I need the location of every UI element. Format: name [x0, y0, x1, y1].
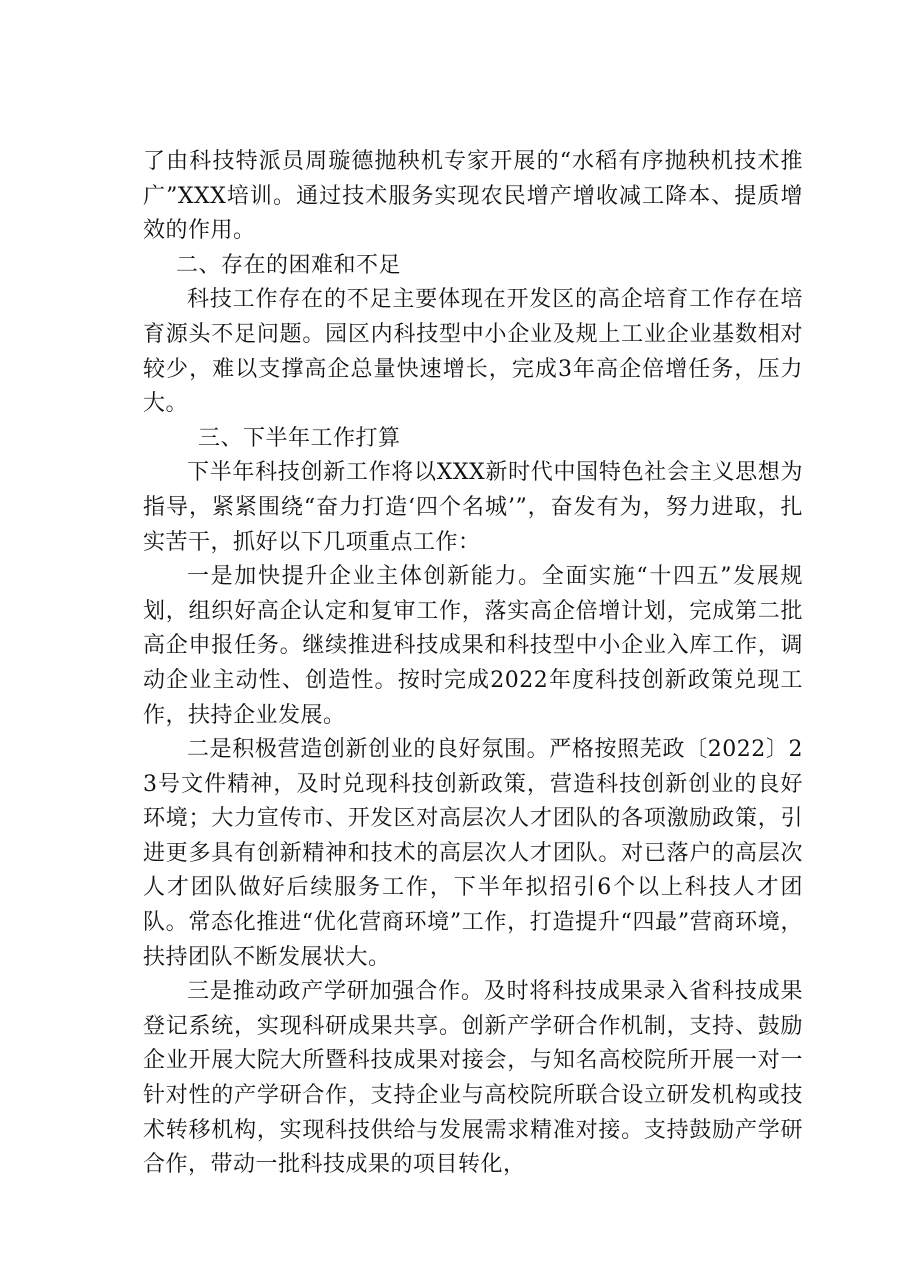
paragraph-plan-intro: 下半年科技创新工作将以XXX新时代中国特色社会主义思想为指导，紧紧围绕“奋力打造‘四个名城’”，奋发有为，努力进取，扎实苦干，抓好以下几项重点工作： [143, 460, 803, 555]
section-heading-plan: 三、下半年工作打算 [198, 425, 401, 451]
section-heading-difficulties: 二、存在的困难和不足 [176, 252, 402, 278]
document-body [143, 145, 803, 1183]
paragraph-continuation: 了由科技特派员周璇德抛秧机专家开展的“水稻有序抛秧机技术推广”XXX培训。通过技术服务实现农民增产增收减工降本、提质增效的作用。 [143, 149, 803, 244]
paragraph-difficulties: 科技工作存在的不足主要体现在开发区的高企培育工作存在培育源头不足问题。园区内科技型中小企业及规上工业企业基数相对较少，难以支撑高企总量快速增长，完成3年高企倍增任务，压力大。 [143, 287, 803, 417]
paragraph-item-two: 二是积极营造创新创业的良好氛围。严格按照芜政〔2022〕23号文件精神，及时兑现科技创新政策，营造科技创新创业的良好环境；大力宣传市、开发区对高层次人才团队的各项激励政策，引进更多具有创新精神和技术的高层次人才团队。对已落户的高层次人才团队做好后续服务工作，下半年拟招引6个以上科技人才团队。常态化推进“优化营商环境”工作，打造提升“四最”营商环境，扶持团队不断发展状大。 [143, 737, 803, 970]
paragraph-item-three: 三是推动政产学研加强合作。及时将科技成果录入省科技成果登记系统，实现科研成果共享。创新产学研合作机制，支持、鼓励企业开展大院大所暨科技成果对接会，与知名高校院所开展一对一针对性的产学研合作，支持企业与高校院所联合设立研发机构或技术转移机构，实现科技供给与发展需求精准对接。支持鼓励产学研合作，带动一批科技成果的项目转化， [143, 979, 803, 1178]
paragraph-item-one: 一是加快提升企业主体创新能力。全面实施“十四五”发展规划，组织好高企认定和复审工作，落实高企倍增计划，完成第二批高企申报任务。继续推进科技成果和科技型中小企业入库工作，调动企业主动性、创造性。按时完成2022年度科技创新政策兑现工作，扶持企业发展。 [143, 564, 803, 728]
